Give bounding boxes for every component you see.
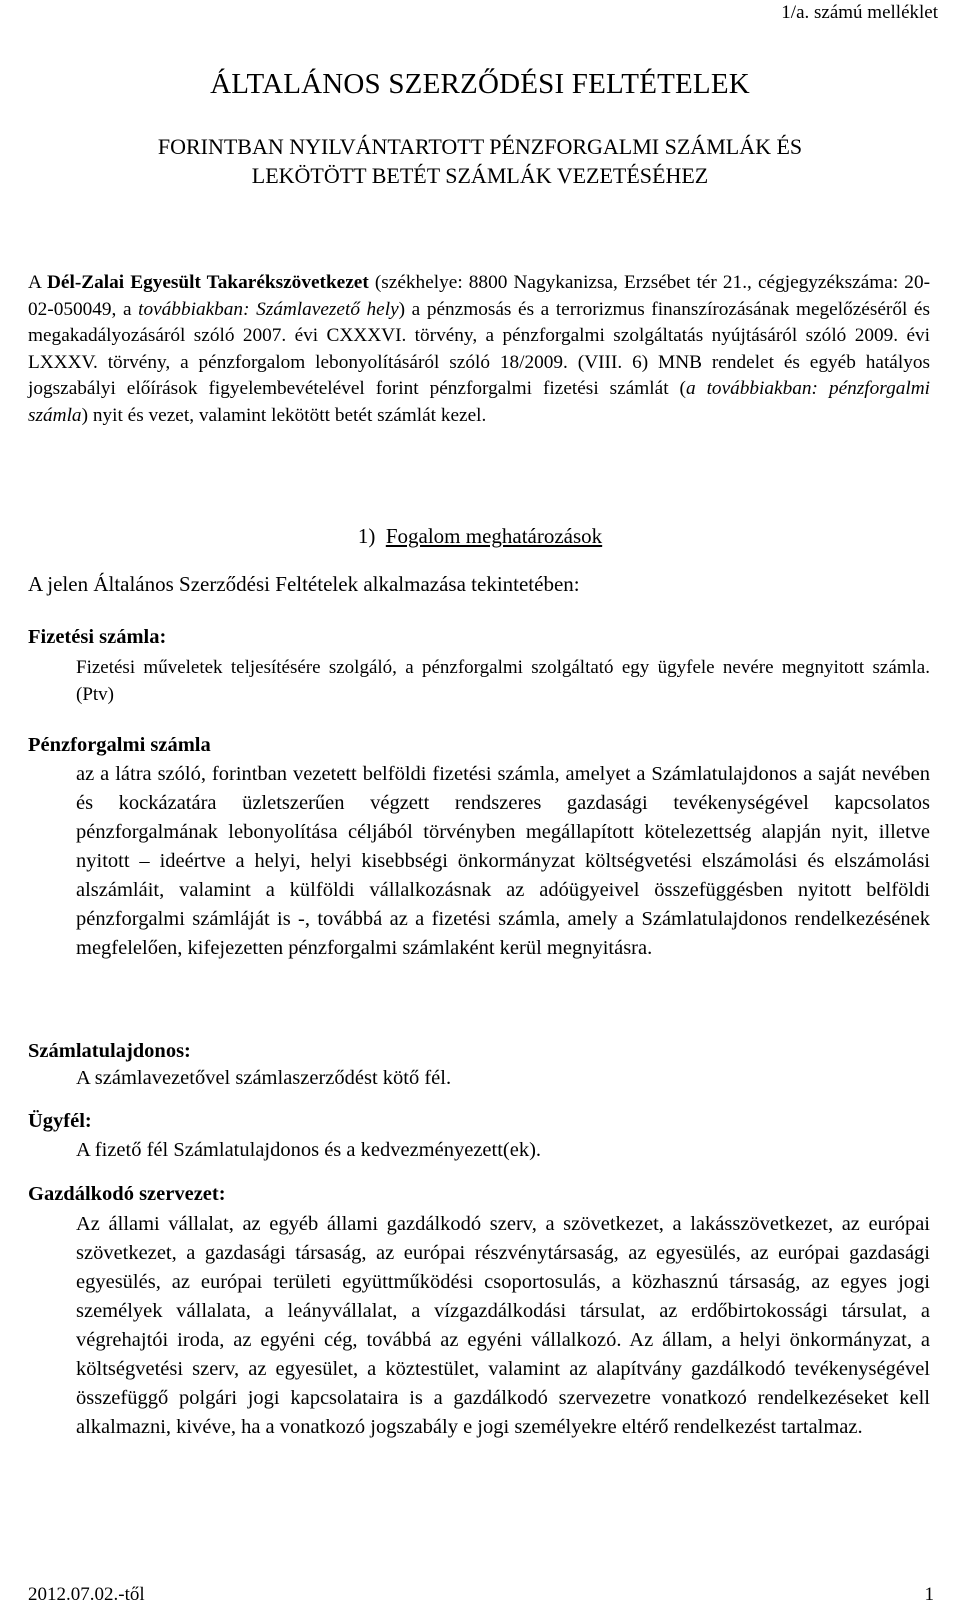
definition-term-gazdalkodo-szervezet: Gazdálkodó szervezet:	[28, 1183, 226, 1205]
definition-text-penzforgalmi-szamla: az a látra szóló, forintban vezetett belföldi fizetési számla, amelyet a Számlatulajdonos a saját nevében és kockázatára üzletszerűen végzett rendszeres gazdasági tevékenységével kapcsolatos pénzforgalmának lebonyolítása céljából törvényben megállapított kötelezettség alapján nyit, illetve nyitott – ideértve a helyi, helyi kisebbségi önkormányzat költségvetési elszámolási és elszámolási alszámláit, valamint a külföldi vállalkozásnak az adóügyeivel összefüggésben nyitott belföldi pénzforgalmi számláját is -, továbbá az a fizetési számla, amely a Számlatulajdonos rendelkezésének megfelelően, kifejezetten pénzforgalmi számlaként kerül megnyitásra.	[76, 763, 930, 959]
document-subtitle	[0, 132, 960, 190]
definition-term-fizetesi-szamla: Fizetési számla:	[28, 626, 167, 648]
definition-text-szamlatulajdonos: A számlavezetővel számlaszerződést kötő fél.	[76, 1067, 452, 1089]
intro-text-2: (székhelye: 8800 Nagykanizsa, Erzsébet tér 21., cégjegyzékszáma: 20-02-050049, a	[28, 272, 931, 320]
document-title: ÁLTALÁNOS SZERZŐDÉSI FELTÉTELEK	[210, 68, 750, 100]
definition-text-ugyfel: A fizető fél Számlatulajdonos és a kedvezményezett(ek).	[76, 1139, 542, 1161]
annex-label: 1/a. számú melléklet	[781, 2, 938, 23]
section-number: 1)	[357, 524, 376, 548]
definition-text-gazdalkodo-szervezet: Az állami vállalat, az egyéb állami gazdálkodó szerv, a szövetkezet, a lakásszövetkezet, az európai szövetkezet, a gazdasági társaság, az európai részvénytársaság, az egyesülés, az európai gazdasági egyesülés, az európai területi együttműködési csoportosulás, a közhasznú társaság, az egyes jogi személyek vállalata, a leányvállalat, a vízgazdálkodási társulat, az erdőbirtokossági társulat, a végrehajtói iroda, az egyéni cég, továbbá az egyéni vállalkozó. Az állam, a helyi önkormányzat, a költségvetési szerv, az egyesület, a köztestület, valamint az alapítvány gazdálkodó tevékenységével összefüggő polgári jogi kapcsolataira is a gazdálkodó szervezetre vonatkozó rendelkezéseket kell alkalmazni, kivéve, ha a vonatkozó jogszabály e jogi személyekre eltérő rendelkezést tartalmaz.	[76, 1213, 930, 1438]
definition-term-ugyfel: Ügyfél:	[28, 1110, 92, 1132]
intro-italic-1: továbbiakban: Számlavezető hely	[138, 298, 399, 320]
footer-date: 2012.07.02.-től	[28, 1584, 145, 1605]
footer-page-number: 1	[924, 1584, 934, 1605]
definition-text-fizetesi-szamla: Fizetési műveletek teljesítésére szolgáló, a pénzforgalmi szolgáltató egy ügyfele nevére megnyitott számla. (Ptv)	[76, 657, 930, 705]
section-lead: A jelen Általános Szerződési Feltételek alkalmazása tekintetében:	[28, 572, 580, 596]
section-heading	[0, 524, 960, 549]
definition-term-penzforgalmi-szamla: Pénzforgalmi számla	[28, 734, 211, 756]
intro-paragraph	[28, 270, 930, 430]
intro-italic-2: a továbbiakban: pénzforgalmi számla	[28, 378, 930, 426]
intro-text-4: ) nyit és vezet, valamint lekötött betét számlát kezel.	[81, 404, 487, 426]
subtitle-line-1: FORINTBAN NYILVÁNTARTOTT PÉNZFORGALMI SZÁMLÁK ÉS	[157, 134, 803, 159]
subtitle-line-2: LEKÖTÖTT BETÉT SZÁMLÁK VEZETÉSÉHEZ	[251, 163, 709, 188]
definition-term-szamlatulajdonos: Számlatulajdonos:	[28, 1040, 191, 1062]
section-title: Fogalom meghatározások	[385, 524, 603, 548]
intro-text-1: A	[28, 272, 47, 293]
intro-text-3: ) a pénzmosás és a terrorizmus finanszírozásának megelőzéséről és megakadályozásáról szóló 2007. évi CXXXVI. törvény, a pénzforgalmi szolgáltatás nyújtásáról szóló 2009. évi LXXXV. törvény, a pénzforgalom lebonyolításáról szóló 18/2009. (VIII. 6) MNB rendelet és egyéb hatályos jogszabályi előírások figyelembevételével forint pénzforgalmi fizetési számlát (	[28, 298, 930, 400]
bank-name: Dél-Zalai Egyesült Takarékszövetkezet	[46, 272, 369, 293]
